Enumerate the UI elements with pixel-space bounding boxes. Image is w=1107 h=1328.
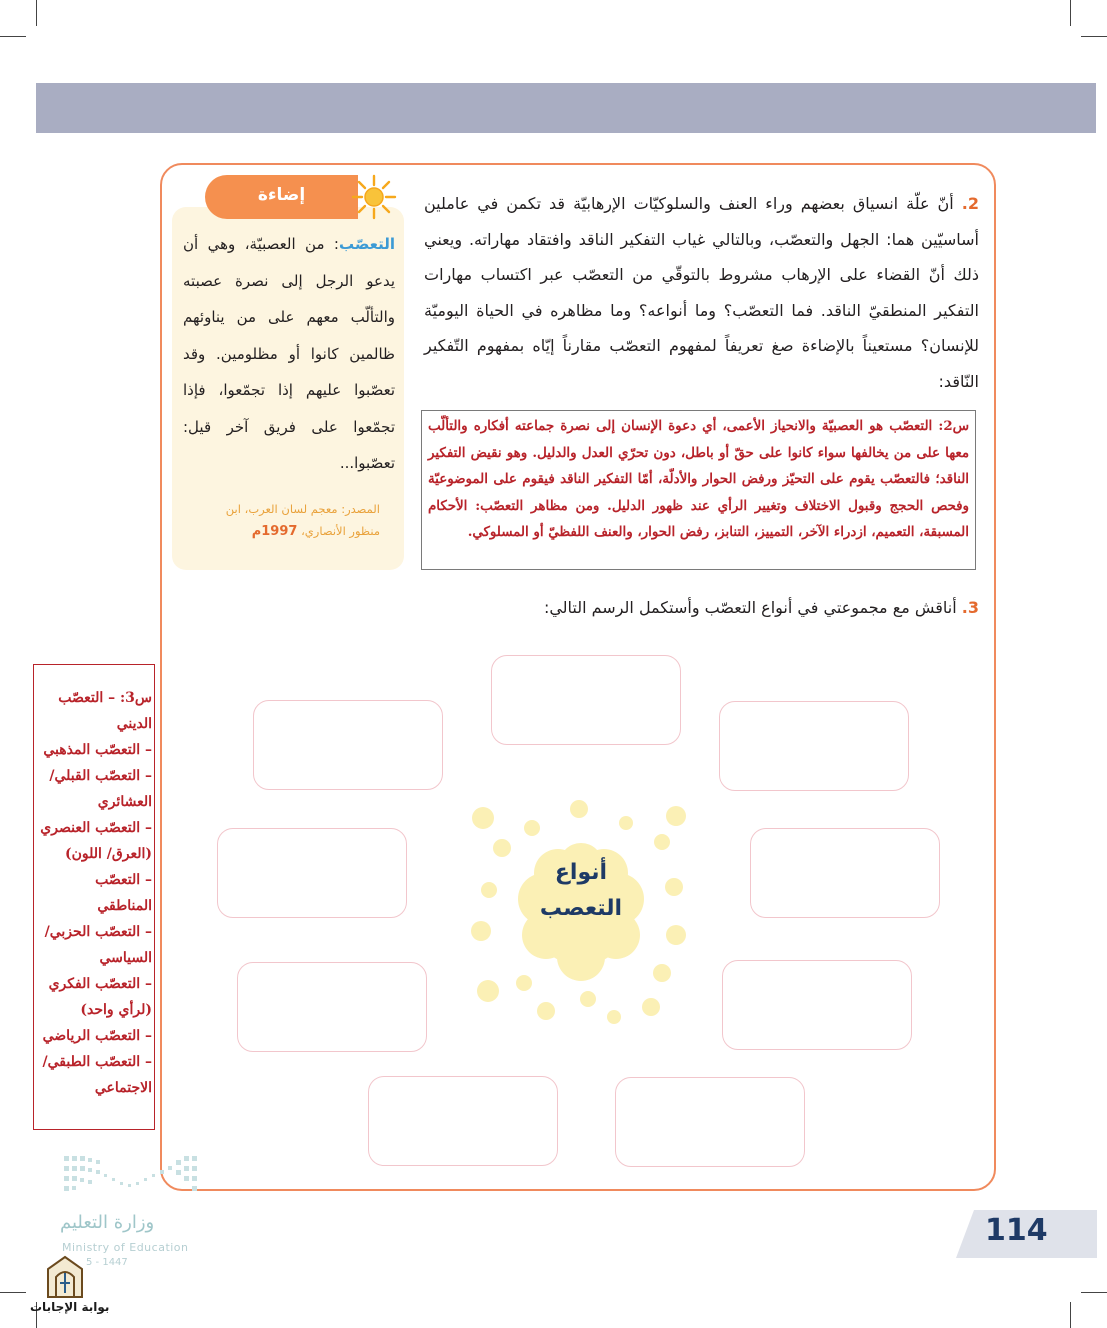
- note-item: – التعصّب المذهبي: [43, 742, 152, 758]
- sidebar-heading: إضاءة: [205, 175, 358, 219]
- center-line-1: أنواع: [554, 860, 608, 885]
- note-item: – التعصّب القبلي/ العشائري: [49, 768, 152, 810]
- diagram-box-9[interactable]: [615, 1077, 805, 1167]
- diagram-box-8[interactable]: [368, 1076, 558, 1166]
- note-item: – التعصّب العنصري (العرق/ اللون): [40, 820, 152, 862]
- crop-mark: [36, 0, 37, 26]
- crop-mark: [1070, 1302, 1071, 1328]
- crop-mark: [1081, 1292, 1107, 1293]
- paragraph-text: أنّ علّة انسياق بعضهم وراء العنف والسلوكيّات الإرهابيّة قد تكمن في عاملين أساسيّين هما: الجهل والتعصّب، وبالتالي غياب التفكير الناقد وافتقاد مهاراته. ويعني ذلك أنّ القضاء على الإرهاب مشروط بالتوقّي من التعصّب عبر اكتساب مهارات التفكير المنطقيّ الناقد. فما التعصّب؟ وما أنواعه؟ وما مظاهره في الحياة اليوميّة للإنسان؟ مستعيناً بالإضاءة صغ تعريفاً لمفهوم التعصّب مقارناً إيّاه بمفهوم التّفكير النّاقد:: [424, 194, 979, 391]
- diagram-box-6[interactable]: [237, 962, 427, 1052]
- note-item: – التعصّب الفكري (لرأي واحد): [48, 976, 152, 1018]
- diagram-box-5[interactable]: [750, 828, 940, 918]
- diagram-box-4[interactable]: [217, 828, 407, 918]
- page-number: 114: [985, 1213, 1048, 1248]
- note-item: – التعصّب الرياضي: [42, 1028, 152, 1044]
- diagram-box-3[interactable]: [719, 701, 909, 791]
- site-logo-icon: [44, 1255, 86, 1299]
- answer-2-label: س2:: [938, 418, 969, 434]
- crop-mark: [1081, 36, 1107, 37]
- ministry-name-en: Ministry of Education: [62, 1241, 189, 1254]
- diagram-center-label: [514, 855, 648, 927]
- question-3-number: 3.: [961, 598, 979, 617]
- ministry-name-ar: وزارة التعليم: [60, 1212, 155, 1233]
- diagram-box-7[interactable]: [722, 960, 912, 1050]
- diagram-box-1[interactable]: [491, 655, 681, 745]
- sun-icon: [350, 173, 398, 221]
- sidebar-keyword: التعصّب: [338, 235, 395, 253]
- answer-2-text: التعصّب هو العصبيّة والانحياز الأعمى، أي دعوة الإنسان إلى نصرة جماعته أفكاره والتألّب معها على من يخالفها سواء كانوا على حقّ أو باطل، دون تحرّي العدل والدليل. وهو نقيض التفكير الناقد؛ فالتعصّب يقوم على التحيّز ورفض الحوار والأدلّة، أمّا التفكير الناقد فيقوم على الموضوعيّة وفحص الحجج وقبول الاختلاف وتغيير الرأي عند ظهور الدليل. ومن مظاهر التعصّب: الأحكام المسبقة، التعميم، ازدراء الآخر، التمييز، التنابز، رفض الحوار، والعنف اللفظيّ أو المسلوكي.: [428, 418, 969, 540]
- question-3-text: أناقش مع مجموعتي في أنواع التعصّب وأستكمل الرسم التالي:: [543, 598, 957, 617]
- source-text: معجم لسان العرب، ابن منظور الأنصاري،: [225, 502, 380, 538]
- note-item: س3: – التعصّب الديني: [58, 690, 152, 732]
- answer-3-note[interactable]: [33, 664, 155, 1130]
- sidebar-source: [196, 498, 380, 543]
- sidebar-text: [183, 226, 395, 482]
- note-item: – التعصّب المناطقي: [95, 872, 152, 914]
- ministry-logo-icon: [60, 1152, 200, 1200]
- diagram-box-2[interactable]: [253, 700, 443, 790]
- answer-2-box[interactable]: [421, 410, 976, 570]
- note-item: – التعصّب الحزبي/ السياسي: [44, 924, 152, 966]
- source-label: المصدر:: [341, 502, 380, 516]
- source-year: 1997م: [251, 524, 298, 539]
- note-item: – التعصّب الطبقي/ الاجتماعي: [42, 1054, 152, 1096]
- site-name: بوابة الإجابات: [30, 1300, 110, 1314]
- crop-mark: [1070, 0, 1071, 26]
- main-paragraph: [424, 186, 979, 399]
- question-3: [544, 594, 979, 622]
- paragraph-number: 2.: [961, 194, 979, 213]
- crop-mark: [0, 1292, 26, 1293]
- sidebar-definition: : من العصبيّة، وهي أن يدعو الرجل إلى نصرة عصبته والتألّب معهم على من يناوئهم ظالمين كانوا أو مظلومين. وقد تعصّبوا عليهم إذا تجمّعوا، فإذا تجمّعوا على فريق آخر قيل: تعصّبوا...: [183, 235, 395, 472]
- center-line-2: التعصب: [539, 896, 623, 921]
- header-band: [36, 83, 1096, 133]
- ministry-year: 5 - 1447: [86, 1257, 128, 1268]
- crop-mark: [0, 36, 26, 37]
